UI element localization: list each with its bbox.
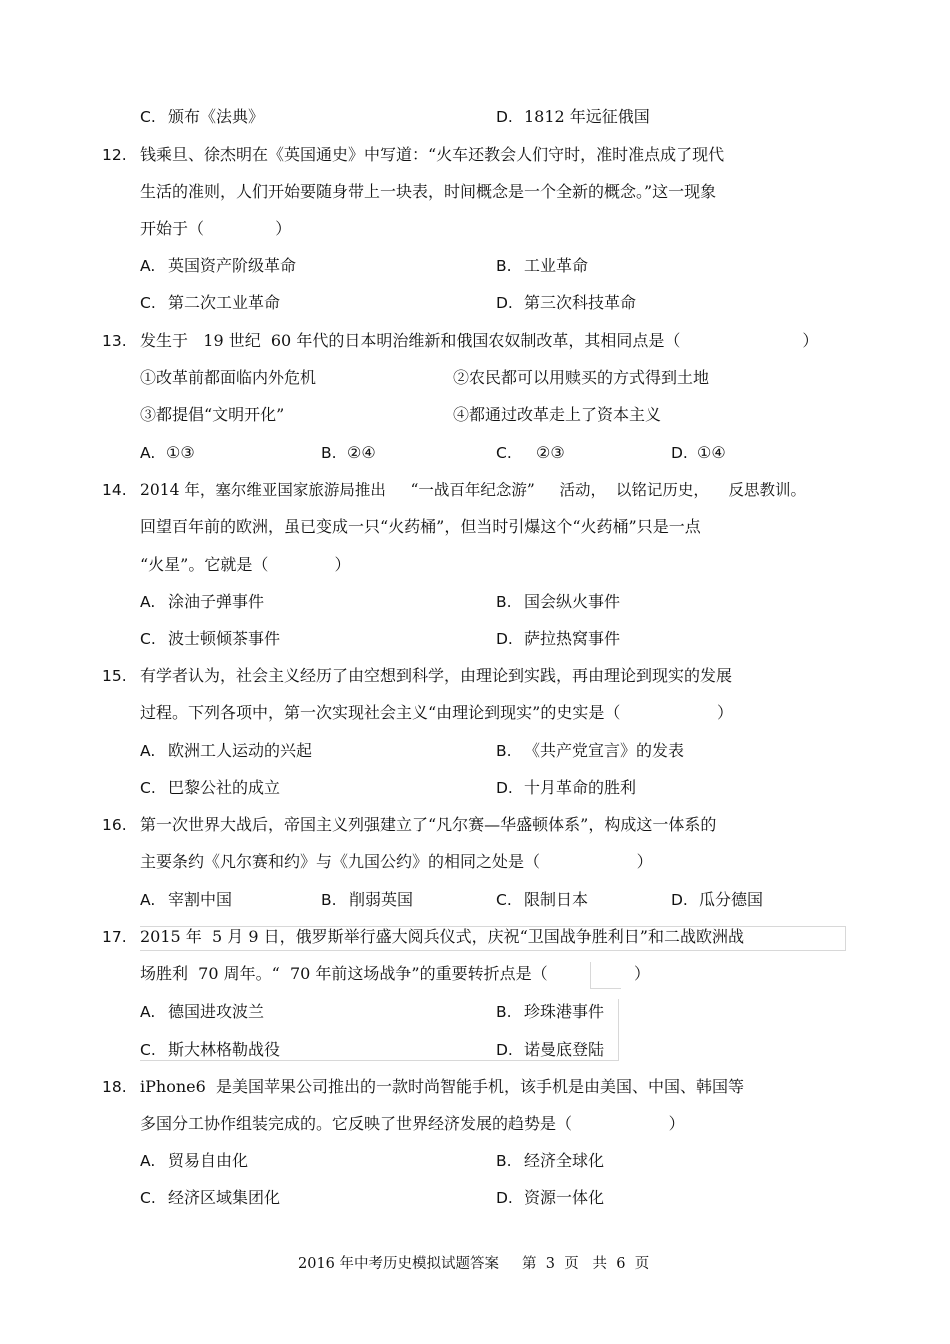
q15-option-b: 《共产党宣言》的发表 <box>524 741 685 760</box>
q12-stem-line1: 钱乘旦、徐杰明在《英国通史》中写道：“火车还教会人们守时，准时准点成了现代 <box>140 145 725 164</box>
q13-label-a: A. <box>140 444 156 462</box>
q12-option-c: 第二次工业革命 <box>168 293 281 312</box>
q16-stem-line1: 第一次世界大战后，帝国主义列强建立了“凡尔赛—华盛顿体系”，构成这一体系的 <box>140 815 717 834</box>
q13-stem-line1: 发生于 19 世纪 60 年代的日本明治维新和俄国农奴制改革，其相同点是（ ） <box>140 331 819 350</box>
q17-option-c: 斯大林格勒战役 <box>168 1040 281 1059</box>
q17-stem-line1: 2015 年 5 月 9 日，俄罗斯举行盛大阅兵仪式，庆祝“卫国战争胜利日”和二战欧洲战 <box>140 927 744 946</box>
q14-number: 14. <box>102 481 127 499</box>
q14-label-a: A. <box>140 593 156 611</box>
q12-number: 12. <box>102 146 127 164</box>
q13-number: 13. <box>102 332 127 350</box>
q18-label-a: A. <box>140 1152 156 1170</box>
q14-stem-line3: “火星”。它就是（ ） <box>140 555 351 574</box>
q18-option-a: 贸易自由化 <box>168 1151 249 1170</box>
q12-option-b: 工业革命 <box>524 256 589 275</box>
page-footer: 2016 年中考历史模拟试题答案 第 3 页 共 6 页 <box>298 1256 650 1272</box>
q14-label-c: C. <box>140 630 156 648</box>
q16-option-c: 限制日本 <box>524 890 589 909</box>
q12-option-d: 第三次科技革命 <box>524 293 637 312</box>
q15-option-d: 十月革命的胜利 <box>524 778 637 797</box>
q11-label-c: C. <box>140 108 156 126</box>
q15-stem-line2: 过程。下列各项中，第一次实现社会主义“由理论到现实”的史实是（ ） <box>140 703 733 722</box>
q13-option-b: ②④ <box>347 443 376 462</box>
q16-option-b: 削弱英国 <box>349 890 414 909</box>
q17-label-c: C. <box>140 1041 156 1059</box>
q12-option-a: 英国资产阶级革命 <box>168 256 297 275</box>
q14-option-b: 国会纵火事件 <box>524 592 621 611</box>
q13-item4: ④都通过改革走上了资本主义 <box>453 405 662 424</box>
q15-label-d: D. <box>496 779 513 797</box>
q13-option-c: ②③ <box>536 443 565 462</box>
q17-option-a: 德国进攻波兰 <box>168 1002 265 1021</box>
q15-label-a: A. <box>140 742 156 760</box>
q14-option-c: 波士顿倾茶事件 <box>168 629 281 648</box>
q17-option-b: 珍珠港事件 <box>524 1002 605 1021</box>
q18-option-b: 经济全球化 <box>524 1151 605 1170</box>
q12-label-b: B. <box>496 257 512 275</box>
q12-stem-line2: 生活的准则，人们开始要随身带上一块表，时间概念是一个全新的概念。”这一现象 <box>140 182 717 201</box>
q13-label-b: B. <box>321 444 337 462</box>
q14-option-a: 涂油子弹事件 <box>168 592 265 611</box>
q15-number: 15. <box>102 667 127 685</box>
q13-label-d: D. <box>671 444 688 462</box>
q16-label-d: D. <box>671 891 688 909</box>
q16-label-b: B. <box>321 891 337 909</box>
q17-option-d: 诺曼底登陆 <box>524 1040 605 1059</box>
q18-label-d: D. <box>496 1189 513 1207</box>
q18-stem-line2: 多国分工协作组装完成的。它反映了世界经济发展的趋势是（ ） <box>140 1114 685 1133</box>
q17-label-a: A. <box>140 1003 156 1021</box>
q16-option-a: 宰割中国 <box>168 890 233 909</box>
q18-option-c: 经济区域集团化 <box>168 1188 281 1207</box>
q15-option-a: 欧洲工人运动的兴起 <box>168 741 313 760</box>
q17-stem-line2: 场胜利 70 周年。“ 70 年前这场战争”的重要转折点是（ ） <box>140 964 651 983</box>
q18-stem-line1: iPhone6 是美国苹果公司推出的一款时尚智能手机，该手机是由美国、中国、韩国等 <box>140 1077 744 1096</box>
q13-option-a: ①③ <box>166 443 195 462</box>
q12-label-d: D. <box>496 294 513 312</box>
q14-option-d: 萨拉热窝事件 <box>524 629 621 648</box>
q15-stem-line1: 有学者认为，社会主义经历了由空想到科学，由理论到实践，再由理论到现实的发展 <box>140 666 733 685</box>
q18-label-c: C. <box>140 1189 156 1207</box>
q15-label-c: C. <box>140 779 156 797</box>
q11-label-d: D. <box>496 108 513 126</box>
q13-item2: ②农民都可以用赎买的方式得到土地 <box>453 368 710 387</box>
q16-label-a: A. <box>140 891 156 909</box>
q17-number: 17. <box>102 928 127 946</box>
q11-option-d: 1812 年远征俄国 <box>524 107 650 126</box>
q13-option-d: ①④ <box>697 443 726 462</box>
q13-item1: ①改革前都面临内外危机 <box>140 368 317 387</box>
q14-label-d: D. <box>496 630 513 648</box>
q12-label-c: C. <box>140 294 156 312</box>
q13-item3: ③都提倡“文明开化” <box>140 405 285 424</box>
q13-label-c: C. <box>496 444 512 462</box>
q16-label-c: C. <box>496 891 512 909</box>
q16-option-d: 瓜分德国 <box>699 890 764 909</box>
q14-stem-line1: 2014 年，塞尔维亚国家旅游局推出 “一战百年纪念游” 活动， 以铭记历史， 反思教训。 <box>140 481 807 499</box>
q16-number: 16. <box>102 816 127 834</box>
q17-label-d: D. <box>496 1041 513 1059</box>
q18-label-b: B. <box>496 1152 512 1170</box>
q17-label-b: B. <box>496 1003 512 1021</box>
q16-stem-line2: 主要条约《凡尔赛和约》与《九国公约》的相同之处是（ ） <box>140 852 653 871</box>
q14-stem-line2: 回望百年前的欧洲，虽已变成一只“火药桶”，但当时引爆这个“火药桶”只是一点 <box>140 517 701 536</box>
q11-option-c: 颁布《法典》 <box>168 107 265 126</box>
q12-label-a: A. <box>140 257 156 275</box>
q18-option-d: 资源一体化 <box>524 1188 605 1207</box>
q14-label-b: B. <box>496 593 512 611</box>
q15-label-b: B. <box>496 742 512 760</box>
q12-stem-line3: 开始于（ ） <box>140 219 292 238</box>
q15-option-c: 巴黎公社的成立 <box>168 778 281 797</box>
q18-number: 18. <box>102 1078 127 1096</box>
